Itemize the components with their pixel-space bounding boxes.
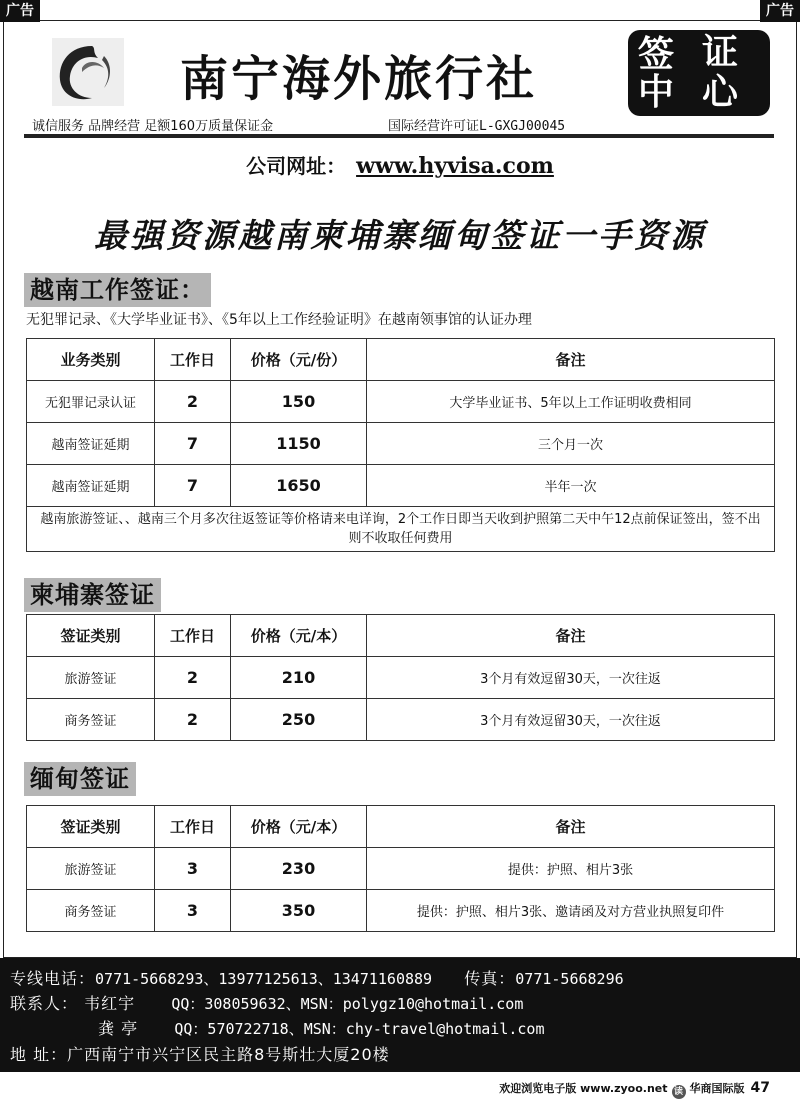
company-name: 南宁海外旅行社: [180, 51, 538, 107]
table-row: [27, 848, 775, 890]
price-cell: 250: [231, 699, 367, 741]
price-cell: 230: [231, 848, 367, 890]
note-cell: 越南旅游签证、、越南三个月多次往返签证等价格请来电详询，2个工作日即当天收到护照第二天中午12点前保证签出，签不出则不收取任何费用: [27, 507, 775, 552]
address-line: [10, 1042, 390, 1065]
hotline-numbers: 0771-5668293、13977125613、13471160889: [95, 970, 433, 988]
address-text: 广西南宁市兴宁区民主路8号斯壮大厦20楼: [67, 1045, 390, 1064]
contact-footer: [0, 958, 800, 1072]
fax-label: 传真：: [464, 969, 516, 988]
days-cell: 2: [155, 381, 231, 423]
price-cell: 210: [231, 657, 367, 699]
note-cell: 半年一次: [367, 465, 775, 507]
header-cell: 价格（元/本）: [231, 615, 367, 657]
vietnam-intro: 无犯罪记录、《大学毕业证书》、《5年以上工作经验证明》在越南领事馆的认证办理: [26, 312, 532, 328]
note-cell: 三个月一次: [367, 423, 775, 465]
days-cell: 7: [155, 465, 231, 507]
website-label: 公司网址：: [246, 154, 347, 178]
days-cell: 2: [155, 699, 231, 741]
table-row: [27, 381, 775, 423]
table-row: [27, 657, 775, 699]
type-cell: 越南签证延期: [27, 423, 155, 465]
days-cell: 3: [155, 890, 231, 932]
welcome-text[interactable]: 欢迎浏览电子版 www.zyoo.net: [499, 1082, 668, 1095]
company-logo-icon: [52, 38, 124, 106]
section-title-vietnam: 越南工作签证：: [24, 273, 211, 307]
website-link[interactable]: www.hyvisa.com: [356, 153, 554, 179]
type-cell: 越南签证延期: [27, 465, 155, 507]
stamp-char-3: 中: [638, 72, 675, 113]
contact-im: QQ：308059632、MSN：polygz10@hotmail.com: [171, 995, 524, 1013]
type-cell: 无犯罪记录认证: [27, 381, 155, 423]
contact-name: 龚 亭: [98, 1019, 139, 1038]
note-cell: 3个月有效逗留30天，一次往返: [367, 657, 775, 699]
header-cell: 工作日: [155, 339, 231, 381]
edition-name: 华商国际版: [689, 1082, 745, 1095]
header-cell: 签证类别: [27, 806, 155, 848]
header-cell: 业务类别: [27, 339, 155, 381]
header-cell: 价格（元/份）: [231, 339, 367, 381]
table-header-row: [27, 806, 775, 848]
header-cell: 备注: [367, 806, 775, 848]
stamp-char-4: 心: [702, 72, 739, 113]
price-cell: 1650: [231, 465, 367, 507]
myanmar-table: [26, 805, 775, 932]
type-cell: 商务签证: [27, 699, 155, 741]
table-header-row: [27, 339, 775, 381]
note-cell: 提供：护照、相片3张、邀请函及对方营业执照复印件: [367, 890, 775, 932]
stamp-char-1: 签: [638, 34, 675, 75]
contact-name: 韦红宇: [84, 994, 136, 1013]
ad-label-right: 广告: [760, 0, 800, 22]
price-cell: 150: [231, 381, 367, 423]
header-cell: 价格（元/本）: [231, 806, 367, 848]
hotline-label: 专线电话：: [10, 969, 96, 988]
license-number: 国际经营许可证L-GXGJ00045: [388, 119, 566, 134]
section-title-cambodia: 柬埔寨签证: [24, 578, 161, 612]
vietnam-table: [26, 338, 775, 552]
address-label: 地 址：: [10, 1045, 68, 1064]
slogan: 诚信服务 品牌经营 足额160万质量保证金: [32, 119, 274, 134]
days-cell: 7: [155, 423, 231, 465]
cambodia-table: [26, 614, 775, 741]
header-divider: [24, 134, 774, 138]
website-line: [0, 150, 800, 179]
table-row: [27, 890, 775, 932]
section-title-myanmar: 缅甸签证: [24, 762, 136, 796]
table-note-row: [27, 507, 775, 552]
headline: 最强资源越南柬埔寨缅甸签证一手资源: [94, 216, 706, 255]
type-cell: 旅游签证: [27, 657, 155, 699]
contact-im: QQ：570722718、MSN：chy-travel@hotmail.com: [174, 1020, 545, 1038]
note-cell: 3个月有效逗留30天，一次往返: [367, 699, 775, 741]
header-cell: 工作日: [155, 806, 231, 848]
days-cell: 3: [155, 848, 231, 890]
note-cell: 大学毕业证书、5年以上工作证明收费相同: [367, 381, 775, 423]
days-cell: 2: [155, 657, 231, 699]
hotline-line: [10, 966, 624, 989]
header-cell: 备注: [367, 615, 775, 657]
table-row: [27, 423, 775, 465]
header-cell: 工作日: [155, 615, 231, 657]
contact-line-1: [10, 991, 523, 1014]
price-cell: 1150: [231, 423, 367, 465]
contact-label: 联系人：: [10, 994, 79, 1013]
page-footer: [499, 1080, 770, 1099]
table-row: [27, 699, 775, 741]
price-cell: 350: [231, 890, 367, 932]
fax-number: 0771-5668296: [515, 970, 624, 988]
table-row: [27, 465, 775, 507]
type-cell: 商务签证: [27, 890, 155, 932]
header-cell: 签证类别: [27, 615, 155, 657]
type-cell: 旅游签证: [27, 848, 155, 890]
ad-label-left: 广告: [0, 0, 40, 22]
edition-badge-icon: 读: [672, 1085, 686, 1099]
stamp-char-2: 证: [702, 32, 739, 73]
page-number: 47: [750, 1080, 770, 1096]
contact-line-2: [10, 1016, 544, 1039]
note-cell: 提供：护照、相片3张: [367, 848, 775, 890]
header-cell: 备注: [367, 339, 775, 381]
visa-center-stamp: [628, 30, 770, 116]
table-header-row: [27, 615, 775, 657]
